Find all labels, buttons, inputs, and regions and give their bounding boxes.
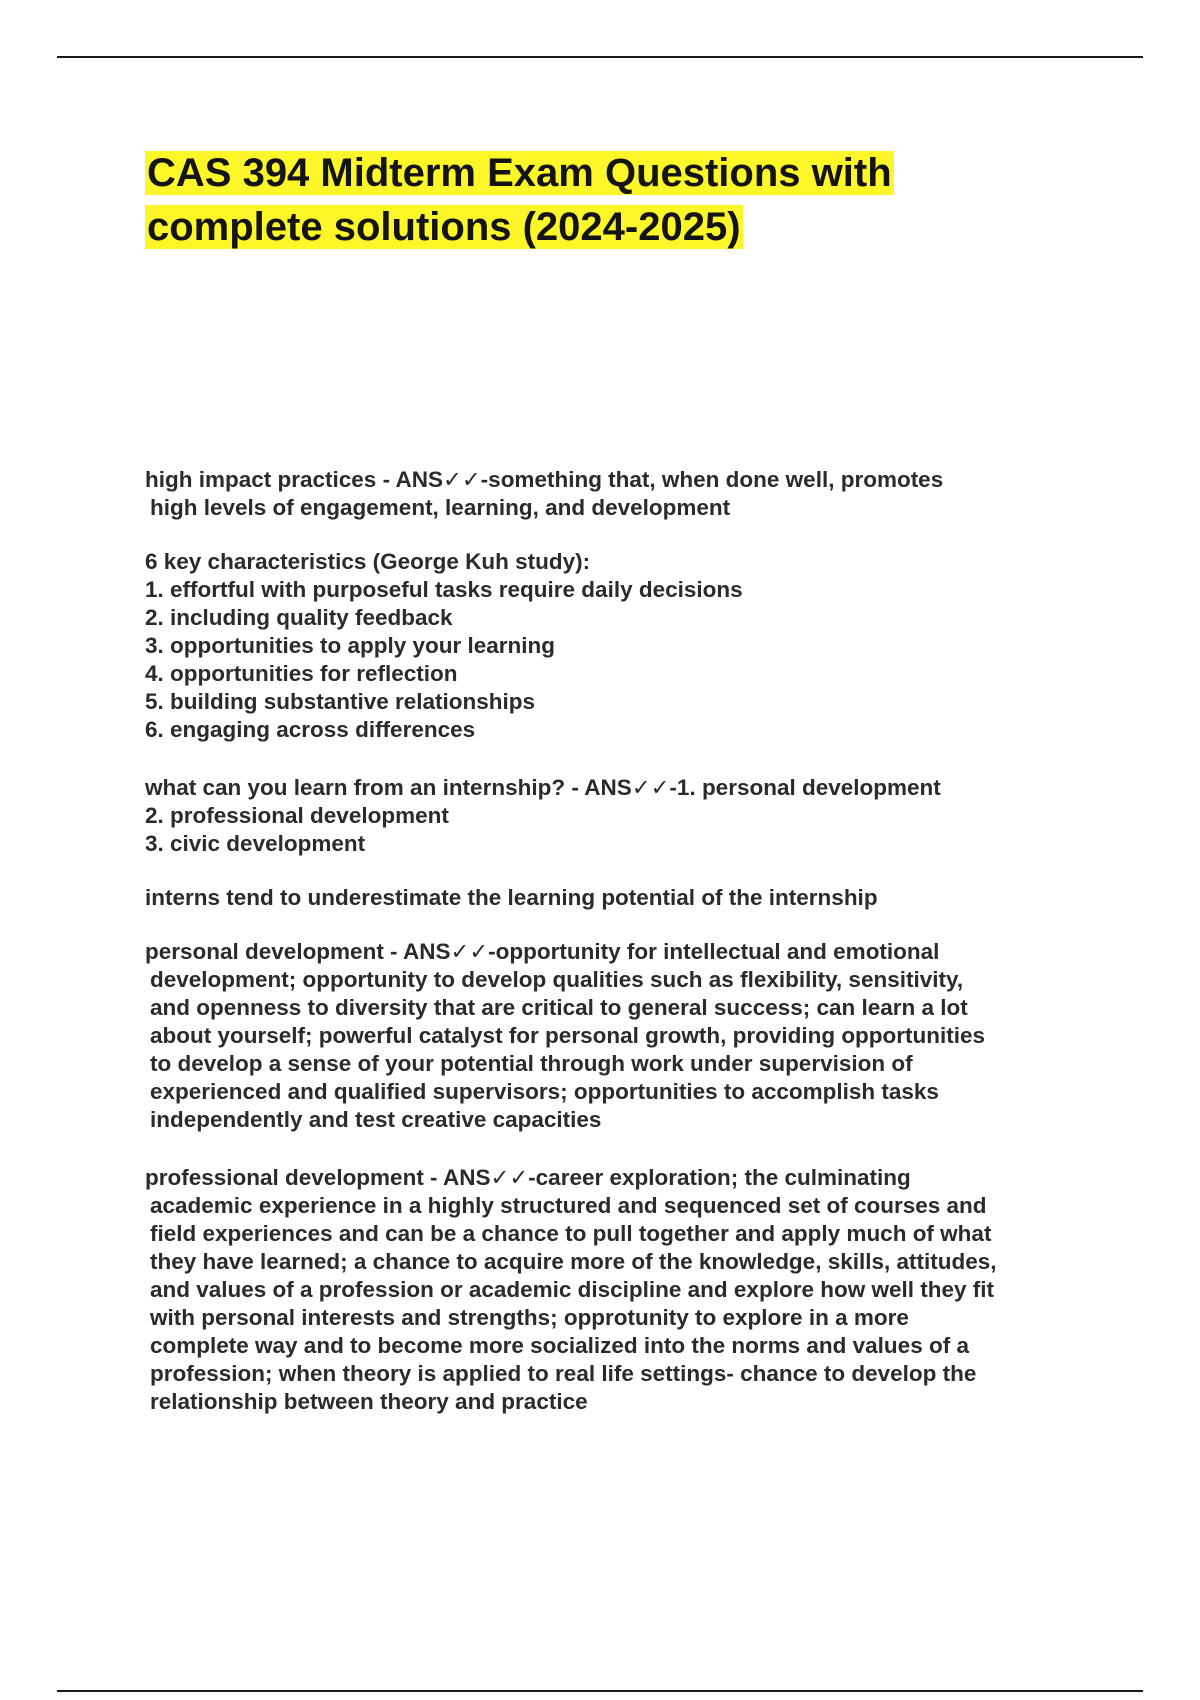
list-item: 3. opportunities to apply your learning xyxy=(145,633,556,658)
entry-continuation: development; opportunity to develop qualities such as flexibility, sensitivity, and openness to diversity that are critical to general success; can learn a lot about yourself; powerful catalyst for personal growth, providing opportunities to develop a sense of your potential through work under supervision of experienced and qualified supervisors; opportunities to accomplish tasks independently and test creative capacities xyxy=(150,967,986,1132)
list-item: 4. opportunities for reflection xyxy=(145,661,458,686)
entry-high-impact-practices xyxy=(145,466,1095,522)
document-title xyxy=(145,146,1045,254)
entry-heading: 6 key characteristics (George Kuh study): xyxy=(145,549,591,574)
entry-term: personal development - ANS✓✓-opportunity for intellectual and emotional xyxy=(145,939,940,964)
list-item: 2. professional development xyxy=(145,803,449,828)
entry-term: high impact practices - ANS✓✓-something that, when done well, promotes xyxy=(145,467,944,492)
list-item: 6. engaging across differences xyxy=(145,717,476,742)
list-item: 1. effortful with purposeful tasks require daily decisions xyxy=(145,577,743,602)
list-item: 2. including quality feedback xyxy=(145,605,453,630)
list-item: 3. civic development xyxy=(145,831,366,856)
entry-internship-learning xyxy=(145,774,1095,858)
entry-interns-note xyxy=(145,884,1095,912)
entry-term: professional development - ANS✓✓-career exploration; the culminating xyxy=(145,1165,911,1190)
entry-continuation: academic experience in a highly structured and sequenced set of courses and field experiences and can be a chance to pull together and apply much of what they have learned; a chance to acquire more of the knowledge, skills, attitudes, and values of a profession or academic discipline and explore how well they fit with personal interests and strengths; opprotunity to explore in a more complete way and to become more socialized into the norms and values of a profession; when theory is applied to real life settings- chance to develop the relationship between theory and practice xyxy=(150,1193,997,1414)
title-line-1: CAS 394 Midterm Exam Questions with xyxy=(147,151,892,195)
top-rule xyxy=(57,56,1143,58)
entry-personal-development xyxy=(145,938,1095,1134)
entry-term: what can you learn from an internship? - ANS✓✓-1. personal development xyxy=(145,775,941,800)
title-line-2: complete solutions (2024-2025) xyxy=(147,205,741,249)
document-body xyxy=(145,466,1095,1416)
entry-continuation: high levels of engagement, learning, and development xyxy=(150,495,731,520)
entry-professional-development xyxy=(145,1164,1095,1416)
list-item: 5. building substantive relationships xyxy=(145,689,536,714)
entry-text: interns tend to underestimate the learning potential of the internship xyxy=(145,885,878,910)
entry-key-characteristics xyxy=(145,548,1095,744)
bottom-rule xyxy=(57,1690,1143,1692)
